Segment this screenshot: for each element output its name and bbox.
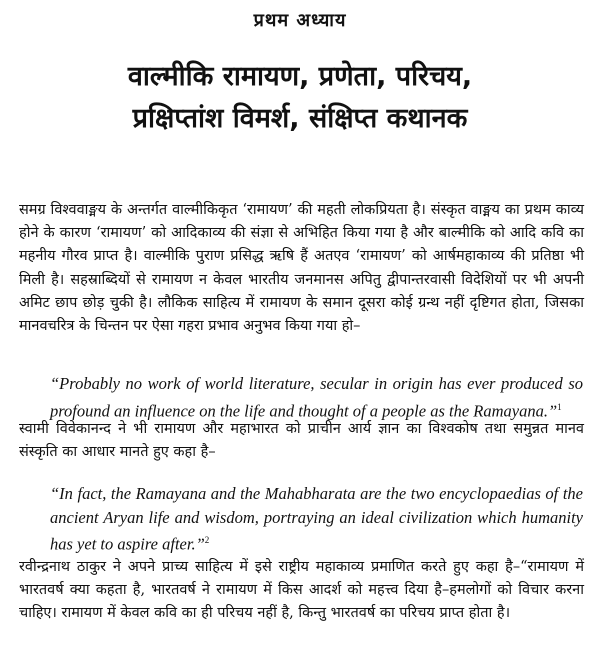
body-paragraph-3: रवीन्द्रनाथ ठाकुर ने अपने प्राच्य साहित्य में इसे राष्ट्रीय महाकाव्य प्रमाणित करते हुए कहा है–“रामायण में भारतवर्ष क्या कहता है, भारतवर्ष ने रामायण में किस आदर्श को महत्त्व दिया है–हमलोगों को विचार करना चाहिए। रामायण में केवल कवि का ही परिचय नहीं है, किन्तु भारतवर्ष का परिचय प्राप्त होता है। [19,559,584,622]
footnote-marker-2: 2 [204,535,210,545]
block-quote-2 [50,482,583,556]
footnote-marker-1: 1 [557,401,562,412]
body-paragraph-1: समग्र विश्ववाङ्मय के अन्तर्गत वाल्मीकिकृत ‘रामायण’ की महती लोकप्रियता है। संस्कृत वाङ्मय का प्रथम काव्य होने के कारण ‘रामायण’ को आदिकाव्य की संज्ञा से अभिहित किया गया है और बाल्मीकि को आदि कवि का महनीय गौरव प्राप्त है। वाल्मीकि पुराण प्रसिद्ध ऋषि हैं अतएव ‘रामायण’ को आर्षमहाकाव्य की प्रतिष्ठा भी मिली है। सहस्राब्दियों से रामायण न केवल भारतीय जनमानस अपितु द्वीपान्तरवासी विदेशियों पर भी अपनी अमिट छाप छोड़ चुकी है। लौकिक साहित्य में रामायण के समान दूसरा कोई ग्रन्थ नहीं दृष्टिगत होता, जिसका मानवचरित्र के चिन्तन पर ऐसा गहरा प्रभाव अनुभव किया गया हो– [19,202,584,335]
block-quote-1 [50,372,583,423]
block-quote-1-text: “Probably no work of world literature, secular in origin has ever produced so profound an influence on the life and thought of a people as the Ramayana.” [50,374,583,420]
chapter-label: प्रथम अध्याय [253,10,347,31]
block-quote-2-text: “In fact, the Ramayana and the Mahabharata are the two encyclopaedias of the ancient Aryan life and wisdom, portraying an ideal civilization which humanity has yet to aspire after.” [50,484,583,554]
chapter-title-line-2: प्रक्षिप्तांश विमर्श, संक्षिप्त कथानक [132,103,468,134]
chapter-title-line-1: वाल्मीकि रामायण, प्रणेता, परिचय, [127,61,473,92]
body-paragraph-2: स्वामी विवेकानन्द ने भी रामायण और महाभारत को प्राचीन आर्य ज्ञान का विश्वकोष तथा समुन्नत मानव संस्कृति का आधार मानते हुए कहा है– [19,421,584,461]
